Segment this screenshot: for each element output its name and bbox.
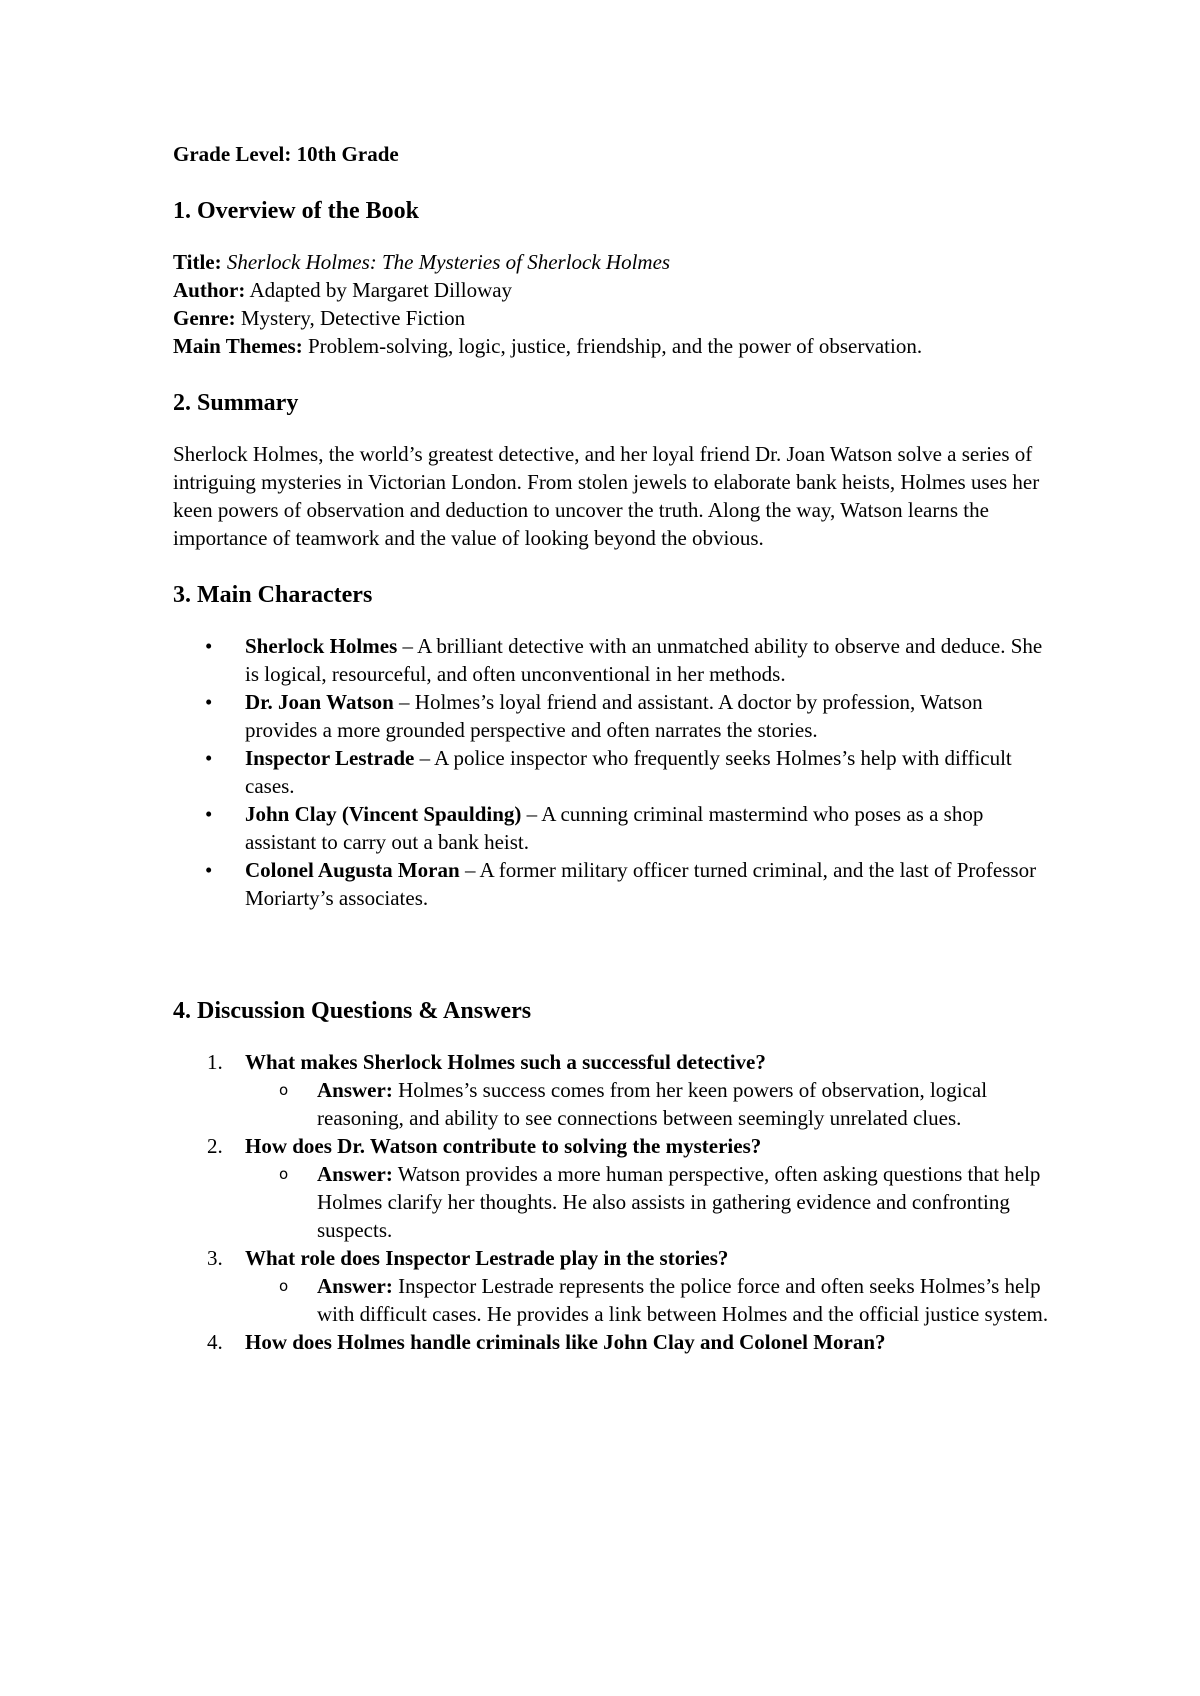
question-number: 2.	[207, 1134, 223, 1158]
themes-line	[173, 332, 1053, 360]
character-desc: – A cunning criminal mastermind who poses as a shop assistant to carry out a bank heist.	[245, 802, 984, 854]
circle-bullet-icon: o	[279, 1081, 289, 1099]
character-item	[205, 632, 1053, 688]
character-desc: – A police inspector who frequently seeks Holmes’s help with difficult cases.	[245, 746, 1012, 798]
discussion-heading: 4. Discussion Questions & Answers	[173, 998, 532, 1024]
genre-line	[173, 304, 1053, 332]
answer-list	[245, 1076, 1053, 1132]
answer-text: Inspector Lestrade represents the police force and often seeks Holmes’s help with difficult cases. He provides a link between Holmes and the official justice system.	[317, 1274, 1049, 1326]
bullet-icon: •	[205, 858, 213, 882]
title-line	[173, 248, 1053, 276]
character-name: Sherlock Holmes	[245, 634, 398, 658]
author-label: Author:	[173, 278, 246, 302]
answer-list	[245, 1160, 1053, 1244]
summary-heading: 2. Summary	[173, 390, 299, 416]
characters-heading: 3. Main Characters	[173, 582, 373, 608]
bullet-icon: •	[205, 746, 213, 770]
character-name: Inspector Lestrade	[245, 746, 415, 770]
question-text: What makes Sherlock Holmes such a successful detective?	[245, 1050, 766, 1074]
character-desc: – A former military officer turned criminal, and the last of Professor Moriarty’s associates.	[245, 858, 1037, 910]
themes-value: Problem-solving, logic, justice, friendship, and the power of observation.	[307, 334, 923, 358]
questions-list	[173, 1048, 1053, 1356]
bullet-icon: •	[205, 802, 213, 826]
question-text: How does Dr. Watson contribute to solving the mysteries?	[245, 1134, 762, 1158]
character-item	[205, 744, 1053, 800]
character-item	[205, 800, 1053, 856]
question-number: 3.	[207, 1246, 223, 1270]
character-desc: – Holmes’s loyal friend and assistant. A doctor by profession, Watson provides a more grounded perspective and often narrates the stories.	[245, 690, 983, 742]
answer-item	[279, 1272, 1053, 1328]
grade-level: Grade Level: 10th Grade	[173, 142, 399, 166]
question-number: 1.	[207, 1050, 223, 1074]
document-page	[173, 140, 1053, 1356]
answer-label: Answer:	[317, 1162, 393, 1186]
question-item	[207, 1244, 1053, 1328]
bullet-icon: •	[205, 634, 213, 658]
answer-list	[245, 1272, 1053, 1328]
circle-bullet-icon: o	[279, 1277, 289, 1295]
character-name: Dr. Joan Watson	[245, 690, 394, 714]
themes-label: Main Themes:	[173, 334, 303, 358]
question-item	[207, 1048, 1053, 1132]
character-item	[205, 856, 1053, 912]
answer-label: Answer:	[317, 1078, 393, 1102]
answer-item	[279, 1076, 1053, 1132]
overview-heading: 1. Overview of the Book	[173, 198, 419, 224]
answer-text: Holmes’s success comes from her keen powers of observation, logical reasoning, and ability to see connections between seemingly unrelated clues.	[317, 1078, 988, 1130]
question-item	[207, 1132, 1053, 1244]
circle-bullet-icon: o	[279, 1165, 289, 1183]
character-item	[205, 688, 1053, 744]
character-name: Colonel Augusta Moran	[245, 858, 460, 882]
genre-label: Genre:	[173, 306, 236, 330]
title-value: Sherlock Holmes: The Mysteries of Sherlock Holmes	[226, 250, 671, 274]
author-line	[173, 276, 1053, 304]
genre-value: Mystery, Detective Fiction	[240, 306, 466, 330]
answer-text: Watson provides a more human perspective, often asking questions that help Holmes clarify her thoughts. He also assists in gathering evidence and confronting suspects.	[317, 1162, 1041, 1242]
question-text: How does Holmes handle criminals like John Clay and Colonel Moran?	[245, 1330, 886, 1354]
section-spacer	[173, 912, 1053, 996]
answer-label: Answer:	[317, 1274, 393, 1298]
title-label: Title:	[173, 250, 222, 274]
summary-text: Sherlock Holmes, the world’s greatest detective, and her loyal friend Dr. Joan Watson solve a series of intriguing mysteries in Victorian London. From stolen jewels to elaborate bank heists, Holmes uses her keen powers of observation and deduction to uncover the truth. Along the way, Watson learns the importance of teamwork and the value of looking beyond the obvious.	[173, 442, 1040, 550]
question-number: 4.	[207, 1330, 223, 1354]
bullet-icon: •	[205, 690, 213, 714]
character-desc: – A brilliant detective with an unmatched ability to observe and deduce. She is logical, resourceful, and often unconventional in her methods.	[245, 634, 1043, 686]
question-item	[207, 1328, 1053, 1356]
book-info	[173, 248, 1053, 360]
characters-list	[173, 632, 1053, 912]
character-name: John Clay (Vincent Spaulding)	[245, 802, 522, 826]
author-value: Adapted by Margaret Dilloway	[249, 278, 513, 302]
answer-item	[279, 1160, 1053, 1244]
question-text: What role does Inspector Lestrade play in the stories?	[245, 1246, 729, 1270]
